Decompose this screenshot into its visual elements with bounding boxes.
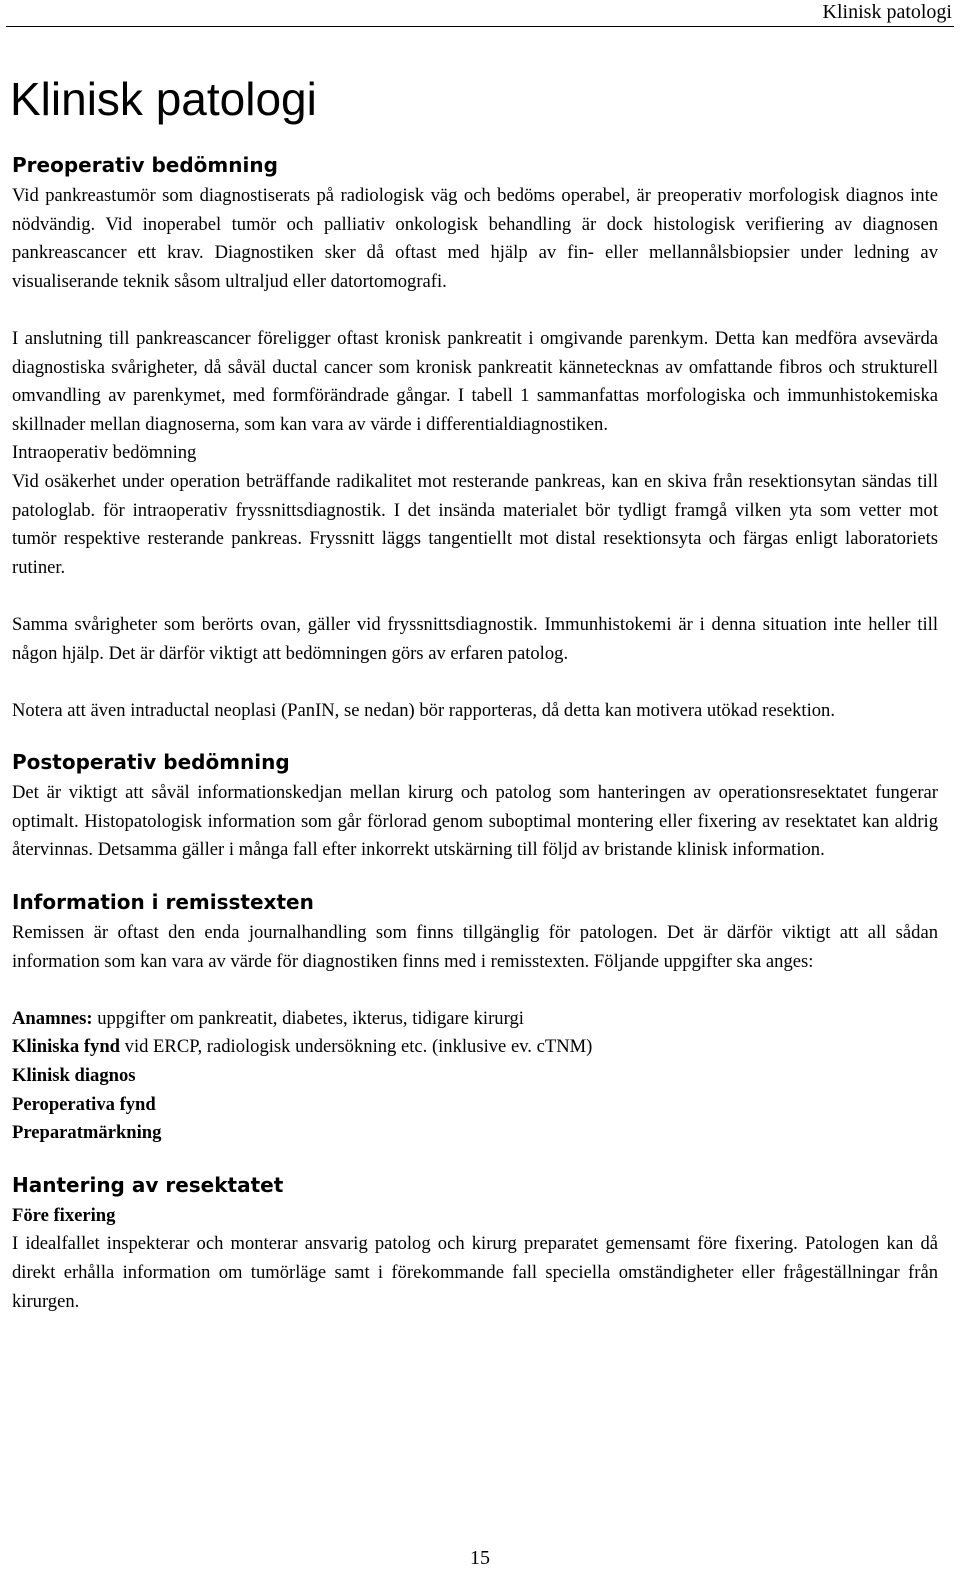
referral-paragraph: Remissen är oftast den enda journalhandling som finns tillgänglig för patologen. Det är därför viktigt att all sådan information som kan vara av värde för diagnostiken finns med i remisstexten. Följande uppgifter ska anges:: [12, 922, 938, 972]
intraoperative-label: Intraoperativ bedömning: [12, 442, 197, 464]
running-header: [6, 0, 954, 27]
subheading-before-fixation: Före fixering: [12, 1204, 116, 1226]
list-item-label: Anamnes:: [12, 1007, 93, 1029]
page-content: [12, 72, 938, 1316]
list-item: [12, 1005, 938, 1034]
page-title: Klinisk patologi: [10, 73, 317, 125]
preoperative-paragraph-2: I anslutning till pankreascancer föreligger oftast kronisk pankreatit i omgivande parenkym. Detta kan medföra avsevärda diagnostiska svårigheter, då såväl ductal cancer som kronisk pankreatit kännetecknas av omfattande fibros och strukturell omvandling av parenkymet, med formförändrade gångar. I tabell 1 sammanfattas morfologiska och immunhistokemiska skillnader mellan diagnoserna, som kan vara av värde i differentialdiagnostiken.: [12, 327, 938, 435]
heading-postoperative: Postoperativ bedömning: [12, 750, 290, 775]
heading-referral-information: Information i remisstexten: [12, 890, 314, 915]
heading-preoperative: Preoperativ bedömning: [12, 153, 278, 177]
heading-specimen-handling: Hantering av resektatet: [12, 1172, 284, 1197]
list-item: [12, 1119, 938, 1148]
panin-note-paragraph: Notera att även intraductal neoplasi (PanIN, se nedan) bör rapporteras, då detta kan motivera utökad resektion.: [12, 699, 835, 721]
frozen-section-paragraph: Samma svårigheter som berörts ovan, gäller vid fryssnittsdiagnostik. Immunhistokemi är i denna situation inte heller till någon hjälp. Det är därför viktigt att bedömningen görs av erfaren patolog.: [12, 613, 938, 664]
list-item-label: Kliniska fynd: [12, 1036, 120, 1058]
page-number: 15: [470, 1547, 490, 1569]
list-item-text: uppgifter om pankreatit, diabetes, ikterus, tidigare kirurgi: [92, 1007, 524, 1029]
list-item-text: vid ERCP, radiologisk undersökning etc. (inklusive ev. cTNM): [120, 1036, 593, 1058]
preoperative-paragraph-1: Vid pankreastumör som diagnostiserats på radiologisk väg och bedöms operabel, är preoperativ morfologisk diagnos inte nödvändig. Vid inoperabel tumör och palliativ onkologisk behandling är dock histologisk verifiering av diagnosen pankreascancer ett krav. Diagnostiken sker då oftast med hjälp av fin- eller mellannålsbiopsier under ledning av visualiserande teknik såsom ultraljud eller datortomografi.: [12, 185, 938, 292]
handling-paragraph: I idealfallet inspekterar och monterar ansvarig patolog och kirurg preparatet gemensamt före fixering. Patologen kan då direkt erhålla information om tumörläge samt i förekommande fall speciella omständigheter eller frågeställningar från kirurgen.: [12, 1233, 938, 1312]
running-header-title: Klinisk patologi: [822, 1, 952, 23]
referral-list: [12, 1005, 938, 1148]
list-item: [12, 1062, 938, 1091]
intraoperative-paragraph: Vid osäkerhet under operation beträffande radikalitet mot resterande pankreas, kan en skiva från resektionsytan sändas till patologlab. för intraoperativ fryssnittsdiagnostik. I det insända materialet bör tydligt framgå vilken yta som vetter mot tumör respektive resterande pankreas. Fryssnitt läggs tangentiellt mot distal resektionsyta och färgas enligt laboratoriets rutiner.: [12, 470, 938, 578]
list-item-label: Klinisk diagnos: [12, 1065, 136, 1087]
list-item: [12, 1033, 938, 1062]
list-item-label: Preparatmärkning: [12, 1122, 162, 1144]
postoperative-paragraph: Det är viktigt att såväl informationskedjan mellan kirurg och patolog som hanteringen av operationsresektatet fungerar optimalt. Histopatologisk information som går förlorad genom suboptimal montering eller fixering av resektatet kan aldrig återvinnas. Detsamma gäller i många fall efter inkorrekt utskärning till följd av bristande klinisk information.: [12, 782, 938, 861]
list-item: [12, 1091, 938, 1120]
list-item-label: Peroperativa fynd: [12, 1093, 156, 1115]
